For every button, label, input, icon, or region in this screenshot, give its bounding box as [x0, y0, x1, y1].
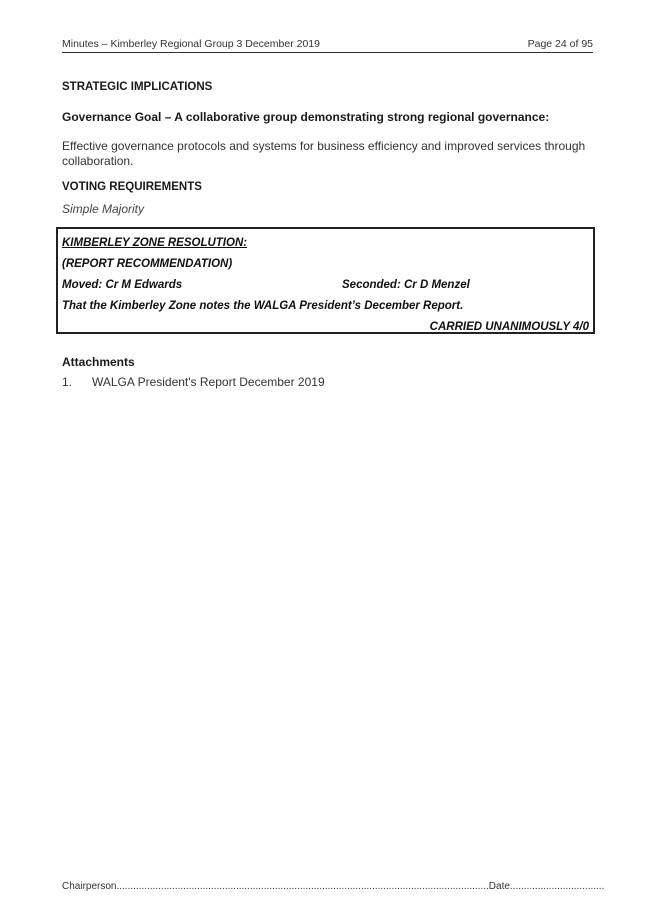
page-header — [62, 38, 593, 53]
page-number: Page 24 of 95 — [527, 38, 593, 50]
strategic-text: Effective governance protocols and systems for business efficiency and improved services through collaboration. — [62, 139, 586, 168]
page-footer — [62, 881, 604, 892]
chairperson-signature-line: Chairperson...................................................................................................................................... — [62, 881, 489, 892]
attachment-link[interactable]: WALGA President's Report December 2019 — [92, 375, 325, 389]
resolution-box — [56, 227, 595, 334]
attachment-item[interactable] — [62, 375, 325, 389]
voting-heading: VOTING REQUIREMENTS — [62, 181, 202, 193]
resolution-subtitle: (REPORT RECOMMENDATION) — [62, 258, 233, 270]
attachments-heading: Attachments — [62, 355, 135, 369]
seconded-by: Seconded: Cr D Menzel — [342, 279, 470, 291]
document-title: Minutes – Kimberley Regional Group 3 December 2019 — [62, 38, 320, 50]
voting-value: Simple Majority — [62, 202, 145, 216]
date-signature-line: Date.................................. — [488, 881, 605, 892]
resolution-title: KIMBERLEY ZONE RESOLUTION: — [62, 237, 248, 249]
strategic-heading: STRATEGIC IMPLICATIONS — [62, 81, 213, 93]
governance-goal: Governance Goal – A collaborative group demonstrating strong regional governance: — [62, 110, 550, 124]
resolution-text: That the Kimberley Zone notes the WALGA President’s December Report. — [62, 300, 464, 312]
resolution-result: CARRIED UNANIMOUSLY 4/0 — [429, 321, 589, 333]
moved-by: Moved: Cr M Edwards — [62, 279, 183, 291]
attachment-number: 1. — [62, 375, 73, 389]
